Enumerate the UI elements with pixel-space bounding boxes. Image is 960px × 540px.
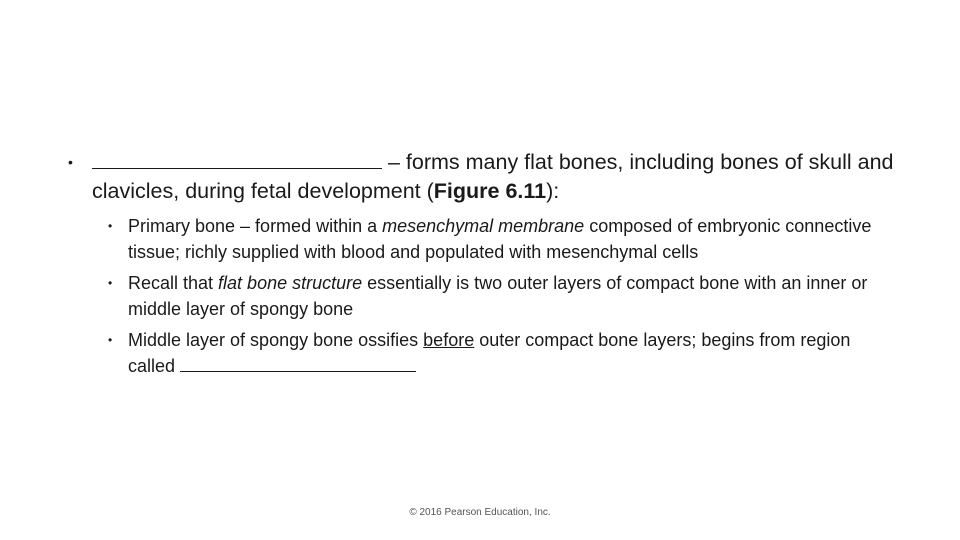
bullet-dot: • (108, 333, 113, 347)
sub-bullet-list (108, 214, 898, 385)
sub-bullet-primary-bone (108, 214, 898, 265)
main-bullet-text (92, 148, 900, 206)
sub-bullet-text: outer compact bone layers; begins from region called (128, 330, 851, 376)
sub-bullet-text: composed of embryonic connective tissue; richly supplied with blood and populated with mesenchymal cells (128, 216, 872, 262)
sub-bullet-middle-layer (108, 328, 898, 379)
sub-bullet-text: Middle layer of spongy bone ossifies (128, 330, 424, 350)
sub-bullet-italic: flat bone structure (218, 273, 363, 293)
sub-bullet-text: Primary bone – formed within a (128, 216, 383, 236)
sub-bullet-text: essentially is two outer layers of compact bone with an inner or middle layer of spongy bone (128, 273, 868, 319)
bullet-dot: • (68, 154, 73, 170)
sub-bullet-flat-bone-structure (108, 271, 898, 322)
sub-bullet-underlined: before (423, 330, 475, 350)
main-bullet-end: ): (546, 179, 560, 203)
main-bullet-description: – forms many flat bones, including bones of skull and clavicles, during fetal development ( (92, 150, 894, 203)
sub-bullet-italic: mesenchymal membrane (382, 216, 585, 236)
fill-in-blank (180, 354, 416, 372)
bullet-dot: • (108, 276, 113, 290)
sub-bullet-text: Recall that (128, 273, 219, 293)
main-bullet (70, 148, 900, 206)
copyright-footer: © 2016 Pearson Education, Inc. (409, 507, 551, 518)
bullet-dot: • (108, 219, 113, 233)
fill-in-blank (92, 148, 382, 169)
figure-reference: Figure 6.11 (433, 179, 547, 203)
